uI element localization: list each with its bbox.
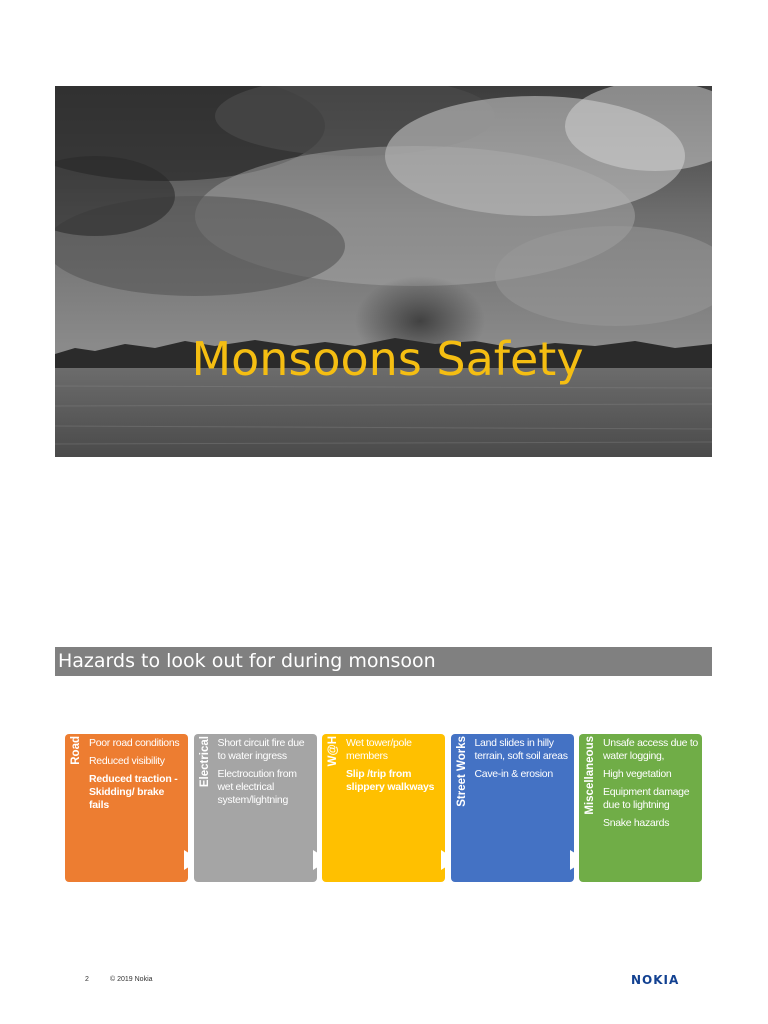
page-number: 2 <box>85 976 89 983</box>
hazard-list <box>603 737 699 835</box>
hazard-item: Wet tower/pole members <box>346 737 412 762</box>
hazard-item: Unsafe access due to water logging, <box>603 737 698 762</box>
hazard-category <box>67 736 85 856</box>
hazard-category <box>453 736 471 856</box>
hazard-item: Poor road conditions <box>89 737 180 749</box>
hazard-list <box>218 737 314 812</box>
hazard-item: Electrocution from wet electrical system/lightning <box>217 768 297 806</box>
hazard-category <box>196 736 214 856</box>
hazard-item: Slip /trip from slippery walkways <box>346 768 435 793</box>
hazard-category-label: Miscellaneous <box>584 736 596 815</box>
hazard-card <box>194 734 317 882</box>
hazard-item: Cave-in & erosion <box>474 768 553 780</box>
nokia-logo: NOKIA <box>631 973 680 987</box>
hazard-item: Equipment damage due to lightning <box>603 786 690 811</box>
hazard-item: Short circuit fire due to water ingress <box>217 737 305 762</box>
section-heading: Hazards to look out for during monsoon <box>55 647 712 676</box>
hazard-category-label: W@H <box>327 736 339 767</box>
hazard-item: Reduced traction - Skidding/ brake fails <box>89 773 178 811</box>
hazard-category <box>324 736 342 856</box>
hazard-item: Land slides in hilly terrain, soft soil areas <box>474 737 568 762</box>
storm-photo <box>55 86 712 457</box>
hazards-process <box>65 734 701 882</box>
hazard-category-label: Electrical <box>198 736 211 788</box>
hazard-list <box>89 737 185 817</box>
hazard-item: High vegetation <box>603 768 672 780</box>
hazard-card <box>451 734 574 882</box>
copyright: © 2019 Nokia <box>110 976 153 983</box>
hazard-item: Reduced visibility <box>89 755 165 767</box>
hazard-list <box>346 737 442 799</box>
hazard-category-label: Road <box>70 736 82 765</box>
hazard-category-label: Street Works <box>455 736 468 807</box>
hazard-card <box>65 734 188 882</box>
hazard-list <box>475 737 571 786</box>
hazard-item: Snake hazards <box>603 817 670 829</box>
hazard-category <box>581 736 599 856</box>
hazard-card <box>322 734 445 882</box>
hero-image <box>55 86 712 457</box>
page-title: Monsoons Safety <box>191 332 584 386</box>
hazard-card <box>579 734 702 882</box>
